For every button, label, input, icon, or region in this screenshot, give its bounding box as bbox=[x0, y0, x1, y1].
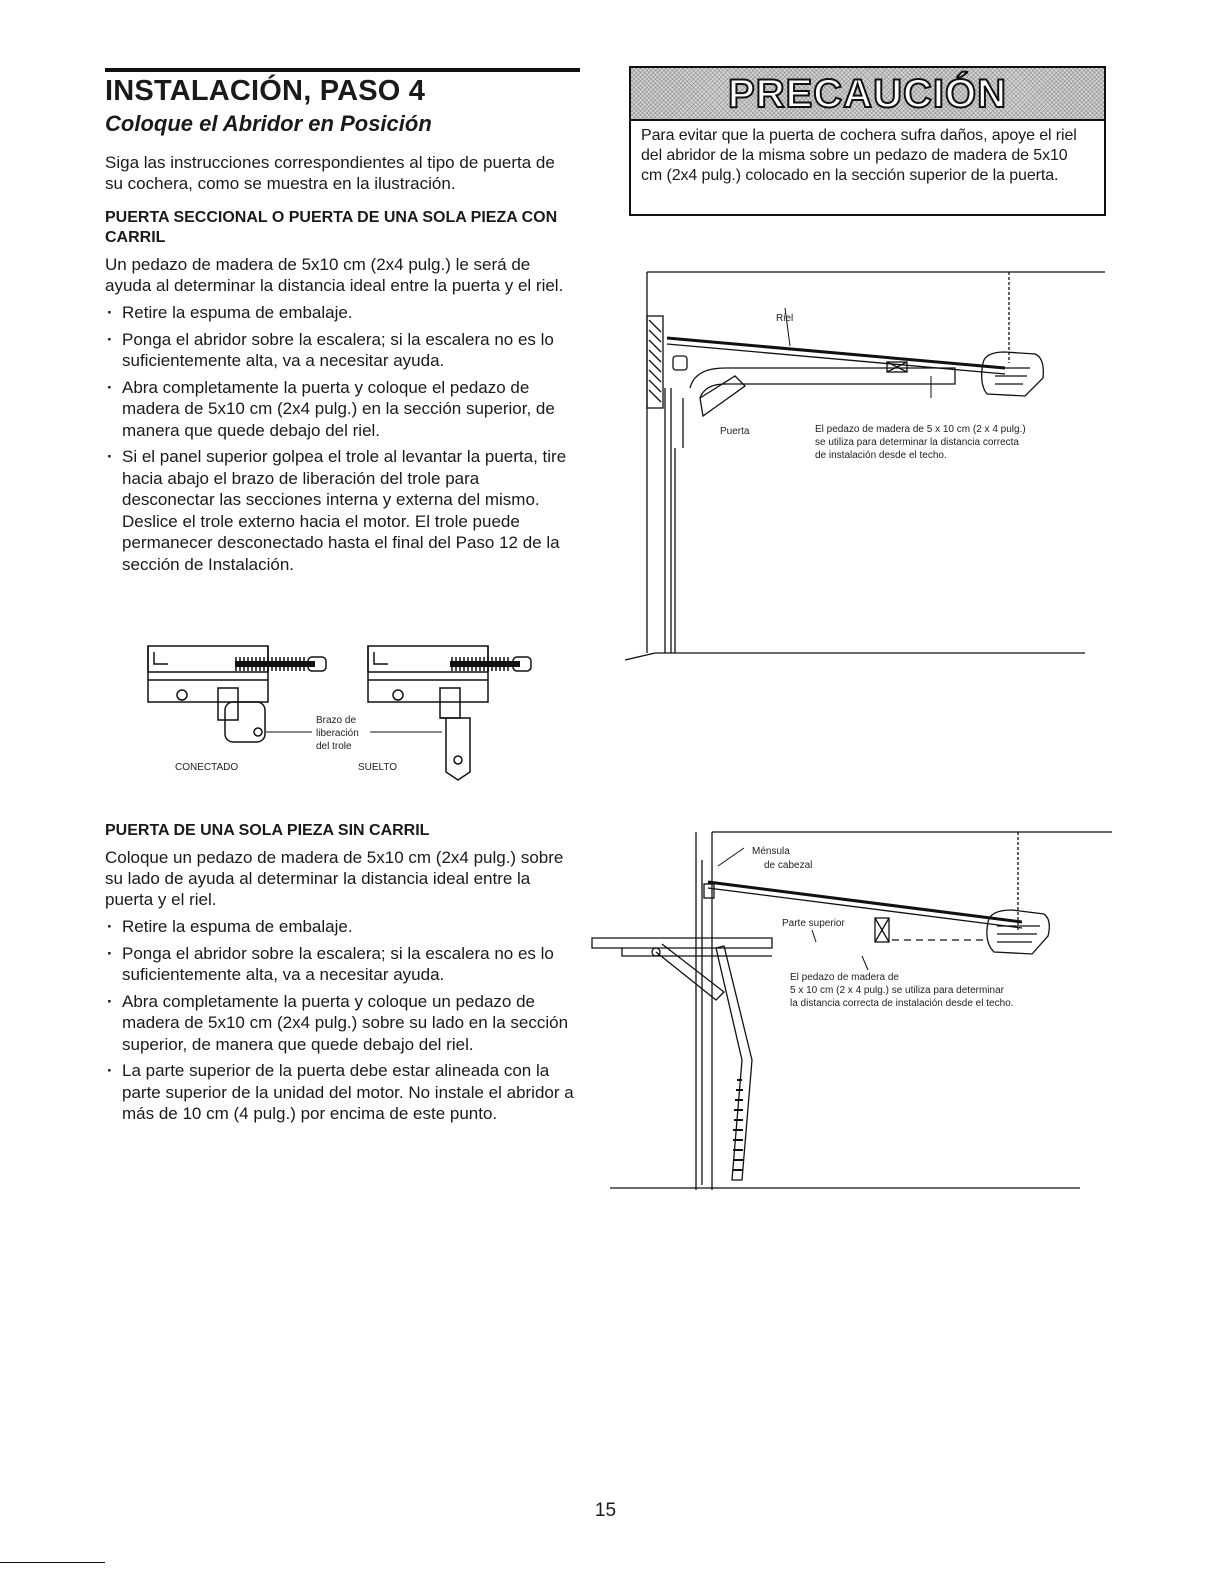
caution-text: Para evitar que la puerta de cochera sufra daños, apoye el riel del abridor de la misma sobre un pedazo de madera de 5x10 cm (2x4 pulg.) colocado en la sección superior de la puerta. bbox=[641, 127, 1077, 184]
page-title: INSTALACIÓN, PASO 4 bbox=[105, 75, 426, 107]
intro-paragraph: Siga las instrucciones correspondientes al tipo de puerta de su cochera, como se muestra en la ilustración. bbox=[105, 153, 555, 193]
door-label: Puerta bbox=[720, 426, 750, 437]
section2-heading: PUERTA DE UNA SOLA PIEZA SIN CARRIL bbox=[105, 822, 430, 839]
header-rule bbox=[105, 68, 580, 72]
list-item: · Retire la espuma de embalaje. bbox=[105, 302, 575, 324]
rail-line bbox=[708, 882, 1022, 922]
section2-bullet-list bbox=[105, 916, 575, 1125]
list-item: · Ponga el abridor sobre la escalera; si la escalera no es lo suficientemente alta, va a necesitar ayuda. bbox=[105, 943, 575, 986]
list-item: · Abra completamente la puerta y coloque el pedazo de madera de 5x10 cm (2x4 pulg.) en la sección superior, de manera que quede debajo del riel. bbox=[105, 377, 575, 442]
rail-label: Riel bbox=[776, 313, 794, 324]
release-arm-label-3: del trole bbox=[316, 741, 352, 752]
list-item: · Si el panel superior golpea el trole al levantar la puerta, tire hacia abajo el brazo de liberación del trole para desconectar las secciones interna y externa del mismo. Deslice el trole externo hacia el motor. El trole puede permanecer desconectado hasta el final del Paso 12 de la sección de Instalación. bbox=[105, 446, 575, 575]
rail-line bbox=[667, 338, 1005, 368]
left-column-top bbox=[105, 152, 575, 580]
release-arm-label-1: Brazo de bbox=[316, 715, 357, 726]
top-label: Parte superior bbox=[782, 918, 845, 929]
motor-unit bbox=[982, 352, 1044, 396]
one-piece-door-figure bbox=[592, 830, 1112, 1190]
trolley-released-drawing bbox=[368, 646, 531, 780]
section1-heading: PUERTA SECCIONAL O PUERTA DE UNA SOLA PIEZA CON CARRIL bbox=[105, 209, 558, 246]
motor-unit bbox=[987, 910, 1049, 954]
bracket-label-2: de cabezal bbox=[764, 860, 813, 871]
caution-header bbox=[631, 68, 1104, 121]
bracket-label-1: Ménsula bbox=[752, 846, 790, 857]
page-subtitle: Coloque el Abridor en Posición bbox=[105, 111, 432, 136]
footer-rule bbox=[0, 1562, 105, 1563]
left-column-bottom bbox=[105, 821, 575, 1130]
wood-note-2: 5 x 10 cm (2 x 4 pulg.) se utiliza para determinar bbox=[790, 985, 1004, 996]
sectional-door-figure bbox=[625, 268, 1085, 688]
caution-title: PRECAUCIÓN bbox=[728, 72, 1007, 116]
list-item: · Abra completamente la puerta y coloque un pedazo de madera de 5x10 cm (2x4 pulg.) sobre su lado en la sección superior, de manera que quede debajo del riel. bbox=[105, 991, 575, 1056]
section1-bullet-list bbox=[105, 302, 575, 575]
section2-paragraph: Coloque un pedazo de madera de 5x10 cm (2x4 pulg.) sobre su lado de ayuda al determinar la distancia ideal entre la puerta y el riel. bbox=[105, 848, 564, 909]
section1-paragraph: Un pedazo de madera de 5x10 cm (2x4 pulg.) le será de ayuda al determinar la distancia ideal entre la puerta y el riel. bbox=[105, 255, 564, 295]
trolley-figure bbox=[140, 640, 500, 780]
page-number: 15 bbox=[594, 1500, 617, 1521]
released-caption: SUELTO bbox=[358, 762, 398, 773]
list-item: · Ponga el abridor sobre la escalera; si la escalera no es lo suficientemente alta, va a necesitar ayuda. bbox=[105, 329, 575, 372]
wood-note-2: se utiliza para determinar la distancia correcta bbox=[815, 437, 1019, 448]
wood-note-3: la distancia correcta de instalación desde el techo. bbox=[790, 998, 1014, 1009]
list-item: · Retire la espuma de embalaje. bbox=[105, 916, 575, 938]
connected-caption: CONECTADO bbox=[175, 762, 239, 773]
wood-note-1: El pedazo de madera de 5 x 10 cm (2 x 4 pulg.) bbox=[815, 424, 1026, 435]
release-arm-label-2: liberación bbox=[316, 728, 359, 739]
trolley-connected-drawing bbox=[148, 646, 326, 742]
door-top-panel bbox=[592, 938, 772, 948]
caution-box bbox=[629, 66, 1106, 216]
wood-note-3: de instalación desde el techo. bbox=[815, 450, 947, 461]
wood-note-1: El pedazo de madera de bbox=[790, 972, 899, 983]
list-item: · La parte superior de la puerta debe estar alineada con la parte superior de la unidad del motor. No instale el abridor a más de 10 cm (4 pulg.) por encima de este punto. bbox=[105, 1060, 575, 1125]
